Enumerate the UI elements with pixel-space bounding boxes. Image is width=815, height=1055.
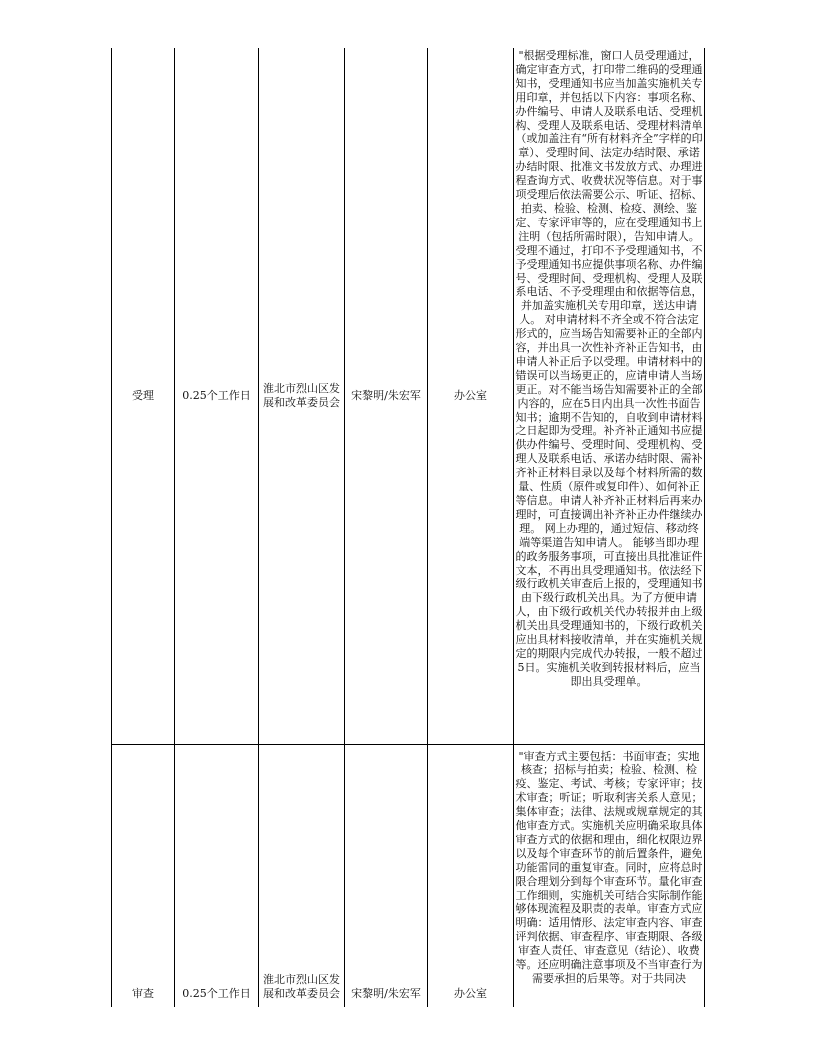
stage-label: 审查 xyxy=(132,987,154,1001)
department-text: 淮北市烈山区发展和改革委员会 xyxy=(263,973,340,1001)
department-cell xyxy=(259,48,345,744)
description-text: "审查方式主要包括：书面审查；实地核查；招标与拍卖；检验、检测、检疫、鉴定、考试、考核；专家评审；技术审查；听证；听取利害关系人意见；集体审查；法律、法规或规章规定的其他审查方式。实施机关应明确采取具体审查方式的依据和理由，细化权限边界以及每个审查环节的前后置条件，避免功能雷同的重复审查。同时，应将总时限合理划分到每个审查环节。量化审查工作细则，实施机关可结合实际制作能够体现流程及职责的表单。审查方式应明确：适用情形、法定审查内容、审查评判依据、审查程序、审查期限、各级审查人责任、审查意见（结论）、收费等。还应明确注意事项及不当审查行为需要承担的后果等。对于共同决 xyxy=(515,749,703,985)
description-cell xyxy=(514,744,705,1007)
department-text: 淮北市烈山区发展和改革委员会 xyxy=(263,381,340,409)
office-cell xyxy=(428,48,514,744)
stage-cell xyxy=(112,744,175,1007)
stage-label: 受理 xyxy=(132,388,154,402)
time-limit-text: 0.25个工作日 xyxy=(182,388,251,402)
handlers-text: 宋黎明/朱宏军 xyxy=(351,987,421,1001)
office-text: 办公室 xyxy=(454,388,487,402)
office-text: 办公室 xyxy=(454,987,487,1001)
time-limit-cell xyxy=(175,744,259,1007)
handlers-cell xyxy=(345,744,428,1007)
time-limit-cell xyxy=(175,48,259,744)
handlers-text: 宋黎明/朱宏军 xyxy=(351,388,421,402)
table-row xyxy=(112,744,705,1007)
description-cell xyxy=(514,48,705,744)
handlers-cell xyxy=(345,48,428,744)
description-text: "根据受理标准，窗口人员受理通过，确定审查方式，打印带二维码的受理通知书，受理通知书应当加盖实施机关专用印章，并包括以下内容：事项名称、办件编号、申请人及联系电话、受理机构、受理人及联系电话、受理材料清单（或加盖注有“所有材料齐全”字样的印章）、受理时间、法定办结时限、承诺办结时限、批准文书发放方式、办理进程查询方式、收费状况等信息。对于事项受理后依法需要公示、听证、招标、拍卖、检验、检测、检疫、测绘、鉴定、专家评审等的，应在受理通知书上注明（包括所需时限），告知申请人。 受理不通过，打印不予受理通知书，不予受理通知书应提供事项名称、办件编号、受理时间、受理机构、受理人及联系电话、不予受理理由和依据等信息，并加盖实施机关专用印章，送达申请人。 对申请材料不齐全或不符合法定形式的，应当场告知需要补正的全部内容，并出具一次性补齐补正告知书，由申请人补正后予以受理。申请材料中的错误可以当场更正的，应请申请人当场更正。对不能当场告知需要补正的全部内容的，应在5日内出具一次性书面告知书；逾期不告知的，自收到申请材料之日起即为受理。补齐补正通知书应提供办件编号、受理时间、受理机构、受理人及联系电话、承诺办结时限、需补齐补正材料目录以及每个材料所需的数量、性质（原件或复印件）、如何补正等信息。申请人补齐补正材料后再来办理时，可直接调出补齐补正办件继续办理。 网上办理的，通过短信、移动终端等渠道告知申请人。 能够当即办理的政务服务事项，可直接出具批准证件文本，不再出具受理通知书。依法经下级行政机关审查后上报的，受理通知书由下级行政机关出具。为了方便申请人，由下级行政机关代办转报并由上级机关出具受理通知书的，下级行政机关应出具材料接收清单，并在实施机关规定的期限内完成代办转报，一般不超过5日。实施机关收到转报材料后，应当即出具受理单。 xyxy=(515,49,703,688)
process-table xyxy=(111,48,705,1007)
department-cell xyxy=(259,744,345,1007)
time-limit-text: 0.25个工作日 xyxy=(182,987,251,1001)
table-row xyxy=(112,48,705,744)
office-cell xyxy=(428,744,514,1007)
stage-cell xyxy=(112,48,175,744)
